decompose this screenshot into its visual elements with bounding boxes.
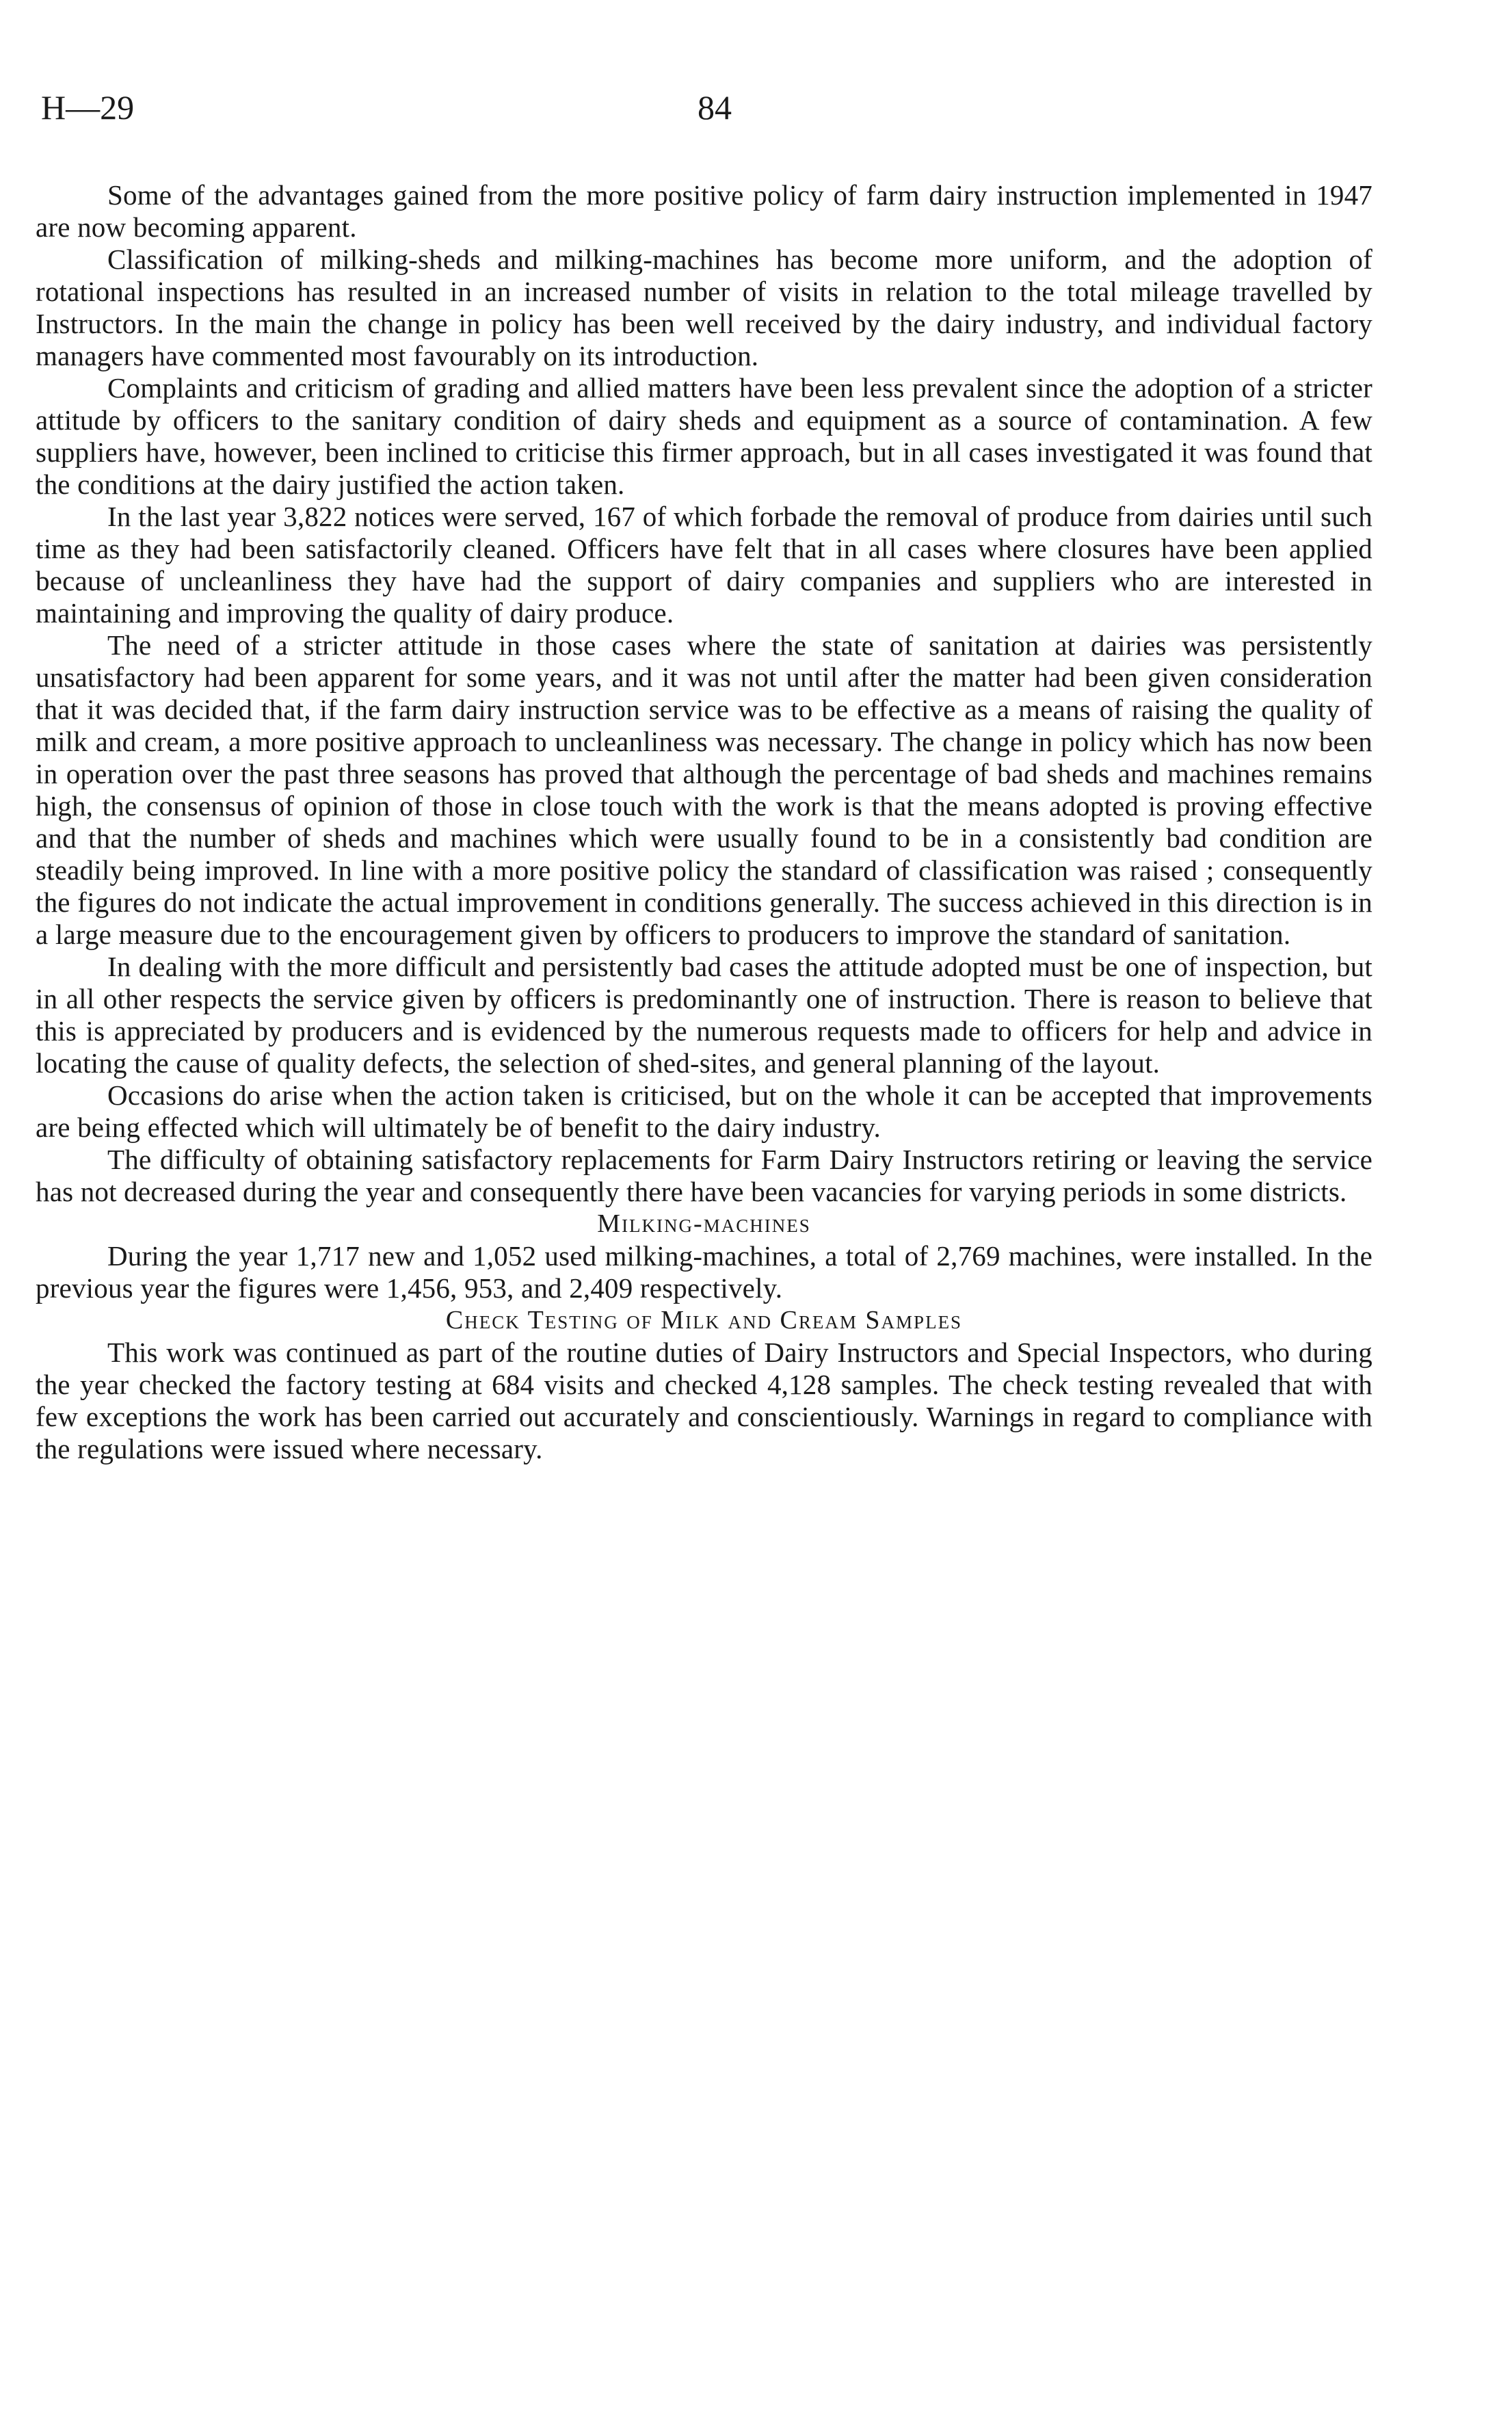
- body-text: [36, 179, 1372, 1465]
- section-heading-check-testing: Check Testing of Milk and Cream Samples: [445, 1306, 963, 1335]
- paragraph-milking-machines: During the year 1,717 new and 1,052 used milking-machines, a total of 2,769 machines, were installed. In the previous year the figures were 1,456, 953, and 2,409 respectively.: [36, 1240, 1372, 1304]
- paragraph-complaints: Complaints and criticism of grading and allied matters have been less prevalent since the adoption of a stricter attitude by officers to the sanitary condition of dairy sheds and equipment as a source of contamination. A few suppliers have, however, been inclined to criticise this firmer approach, but in all cases investigated it was found that the conditions at the dairy justified the action taken.: [36, 372, 1372, 500]
- page-number: 84: [698, 88, 732, 127]
- paragraph-classification: Classification of milking-sheds and milking-machines has become more uniform, and the adoption of rotational inspections has resulted in an increased number of visits in relation to the total mileage travelled by Instructors. In the main the change in policy has been well received by the dairy industry, and individual factory managers have commented most favourably on its introduction.: [36, 244, 1372, 371]
- paragraph-notices: In the last year 3,822 notices were served, 167 of which forbade the removal of produce from dairies until such time as they had been satisfactorily cleaned. Officers have felt that in all cases where closures have been applied because of uncleanliness they have had the support of dairy companies and suppliers who are interested in maintaining and improving the quality of dairy produce.: [36, 501, 1372, 629]
- page-header: [41, 88, 1409, 142]
- document-reference: H—29: [41, 88, 135, 127]
- paragraph-advantages: Some of the advantages gained from the more positive policy of farm dairy instruction implemented in 1947 are now becoming apparent.: [36, 179, 1372, 243]
- paragraph-stricter-attitude: The need of a stricter attitude in those cases where the state of sanitation at dairies was persistently unsatisfactory had been apparent for some years, and it was not until after the matter had been given consideration that it was decided that, if the farm dairy instruction service was to be effective as a means of raising the quality of milk and cream, a more positive approach to uncleanliness was necessary. The change in policy which has now been in operation over the past three seasons has proved that although the percentage of bad sheds and machines remains high, the consensus of opinion of those in close touch with the work is that the means adopted is proving effective and that the number of sheds and machines which were usually found to be in a consistently bad condition are steadily being improved. In line with a more positive policy the standard of classification was raised ; consequently the figures do not indicate the actual improvement in conditions generally. The success achieved in this direction is in a large measure due to the encouragement given by officers to producers to improve the standard of sanitation.: [36, 629, 1372, 950]
- paragraph-occasions: Occasions do arise when the action taken is criticised, but on the whole it can be accepted that improvements are being effected which will ultimately be of benefit to the dairy industry.: [36, 1079, 1372, 1143]
- section-heading-milking-machines: Milking-machines: [597, 1209, 811, 1238]
- paragraph-check-testing: This work was continued as part of the routine duties of Dairy Instructors and Special Inspectors, who during the year checked the factory testing at 684 visits and checked 4,128 samples. The check testing revealed that with few exceptions the work has been carried out accurately and conscientiously. Warnings in regard to compliance with the regulations were issued where necessary.: [36, 1337, 1372, 1464]
- paragraph-inspection-instruction: In dealing with the more difficult and persistently bad cases the attitude adopted must be one of inspection, but in all other respects the service given by officers is predominantly one of instruction. There is reason to believe that this is appreciated by producers and is evidenced by the numerous requests made to officers for help and advice in locating the cause of quality defects, the selection of shed-sites, and general planning of the layout.: [36, 951, 1372, 1079]
- paragraph-vacancies: The difficulty of obtaining satisfactory replacements for Farm Dairy Instructors retiring or leaving the service has not decreased during the year and consequently there have been vacancies for varying periods in some districts.: [36, 1144, 1372, 1207]
